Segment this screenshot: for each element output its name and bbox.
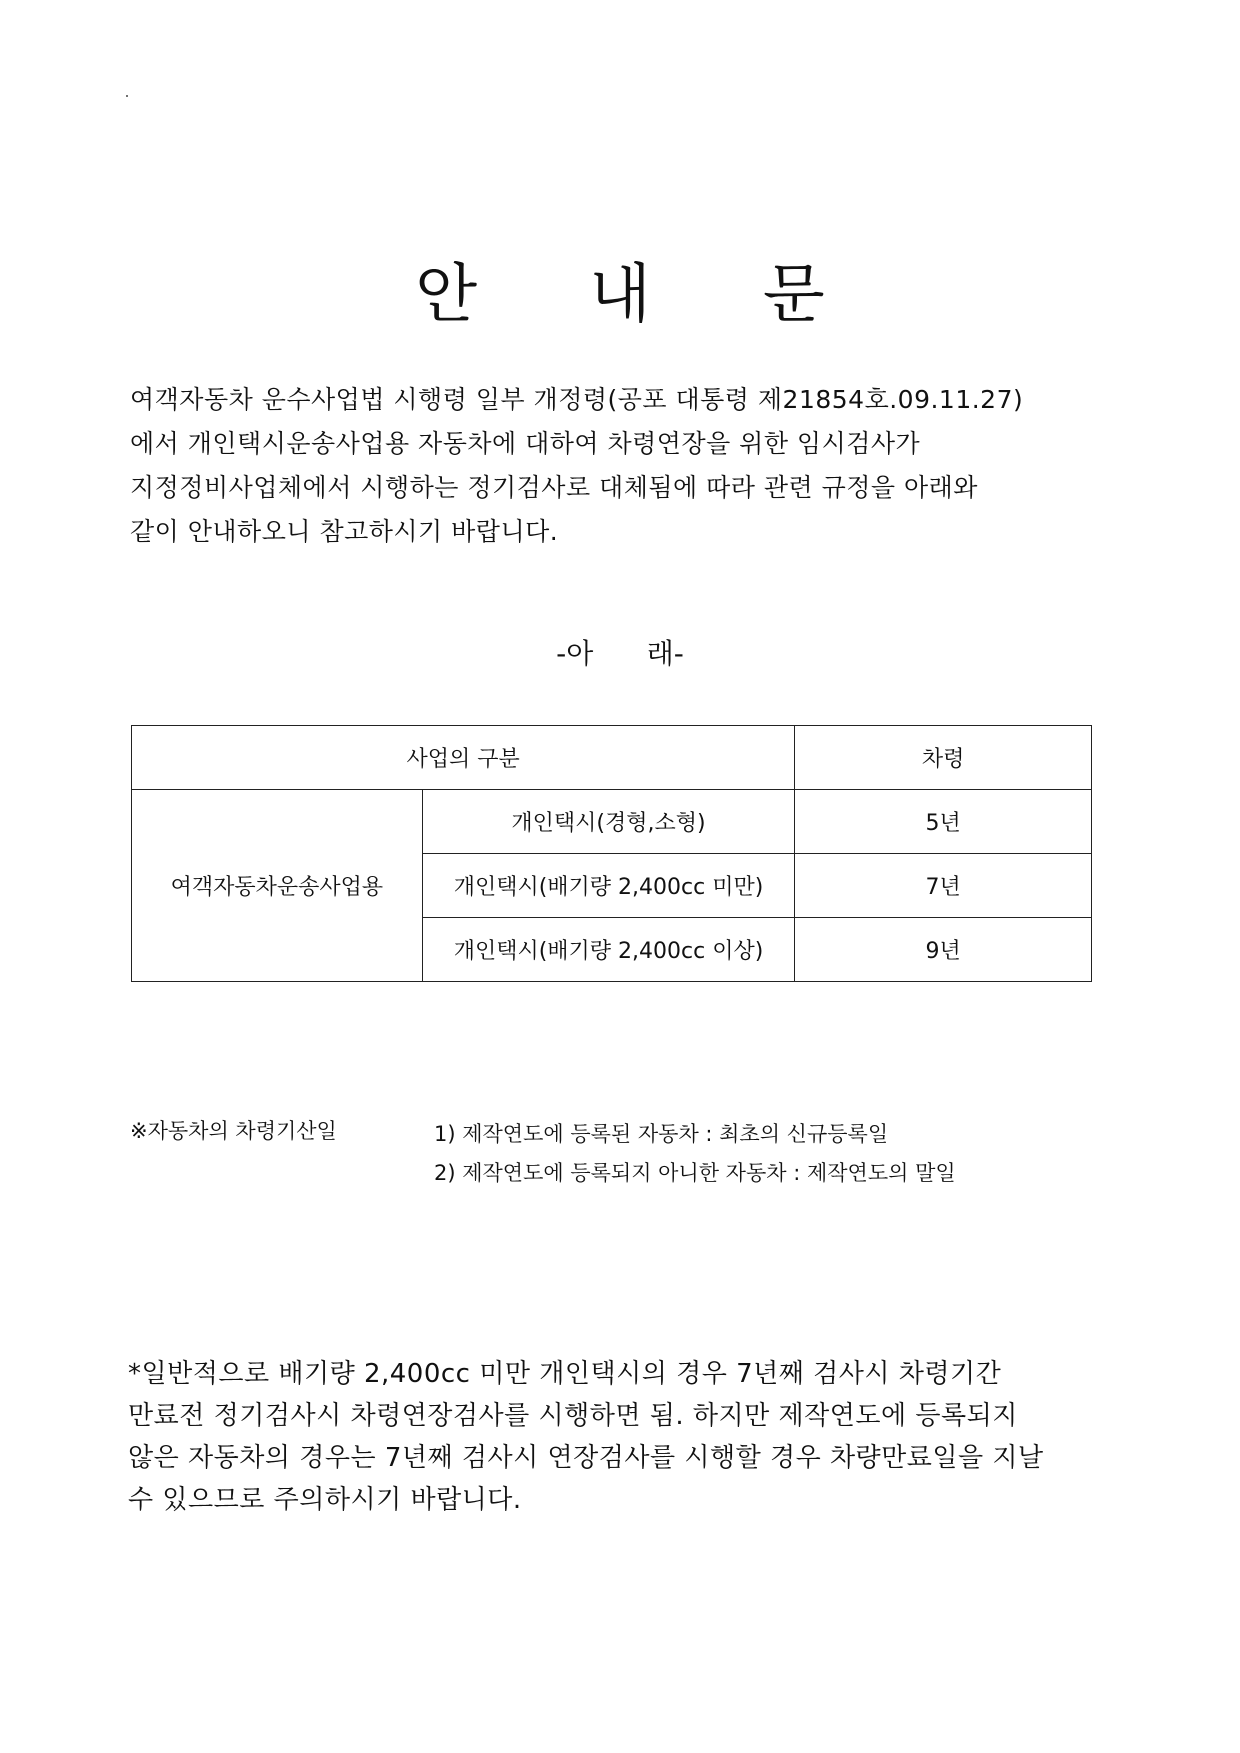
table-header-row [132, 726, 1092, 790]
vehicle-age-table [131, 725, 1092, 982]
footnote-paragraph [128, 1353, 1128, 1521]
header-age: 차령 [795, 726, 1092, 790]
title-char: 안 [415, 257, 478, 332]
table-row [132, 790, 1092, 854]
age-cell: 9년 [795, 918, 1092, 982]
intro-line: 같이 안내하오니 참고하시기 바랍니다. [130, 517, 559, 546]
footnote-line: 만료전 정기검사시 차령연장검사를 시행하면 됨. 하지만 제작연도에 등록되지 [128, 1401, 1018, 1431]
footnote-line: 않은 자동차의 경우는 7년째 검사시 연장검사를 시행할 경우 차량만료일을 지날 [128, 1443, 1044, 1473]
intro-paragraph [130, 378, 1130, 554]
footnote-line: *일반적으로 배기량 2,400cc 미만 개인택시의 경우 7년째 검사시 차령기간 [128, 1359, 1002, 1389]
note-item: 2) 제작연도에 등록되지 아니한 자동차 : 제작연도의 말일 [434, 1161, 956, 1185]
intro-line: 에서 개인택시운송사업용 자동차에 대하여 차령연장을 위한 임시검사가 [130, 429, 921, 458]
title-char: 문 [762, 257, 825, 332]
header-category: 사업의 구분 [132, 726, 795, 790]
age-cell: 7년 [795, 854, 1092, 918]
section-subheading: -아 래- [556, 637, 684, 670]
note-label: ※자동차의 차령기산일 [130, 1119, 337, 1143]
scan-speck [126, 95, 128, 97]
intro-line: 지정정비사업체에서 시행하는 정기검사로 대체됨에 따라 관련 규정을 아래와 [130, 473, 978, 502]
type-cell: 개인택시(배기량 2,400cc 미만) [422, 854, 795, 918]
intro-line: 여객자동차 운수사업법 시행령 일부 개정령(공포 대통령 제21854호.09.11.27) [130, 385, 1024, 414]
note-item: 1) 제작연도에 등록된 자동차 : 최초의 신규등록일 [434, 1122, 889, 1146]
group-label-cell: 여객자동차운송사업용 [132, 790, 423, 982]
age-cell: 5년 [795, 790, 1092, 854]
page-title [0, 243, 1240, 335]
note-items [434, 1115, 956, 1193]
footnote-line: 수 있으므로 주의하시기 바랍니다. [128, 1485, 522, 1515]
title-char: 내 [589, 257, 651, 332]
type-cell: 개인택시(배기량 2,400cc 이상) [422, 918, 795, 982]
type-cell: 개인택시(경형,소형) [422, 790, 795, 854]
